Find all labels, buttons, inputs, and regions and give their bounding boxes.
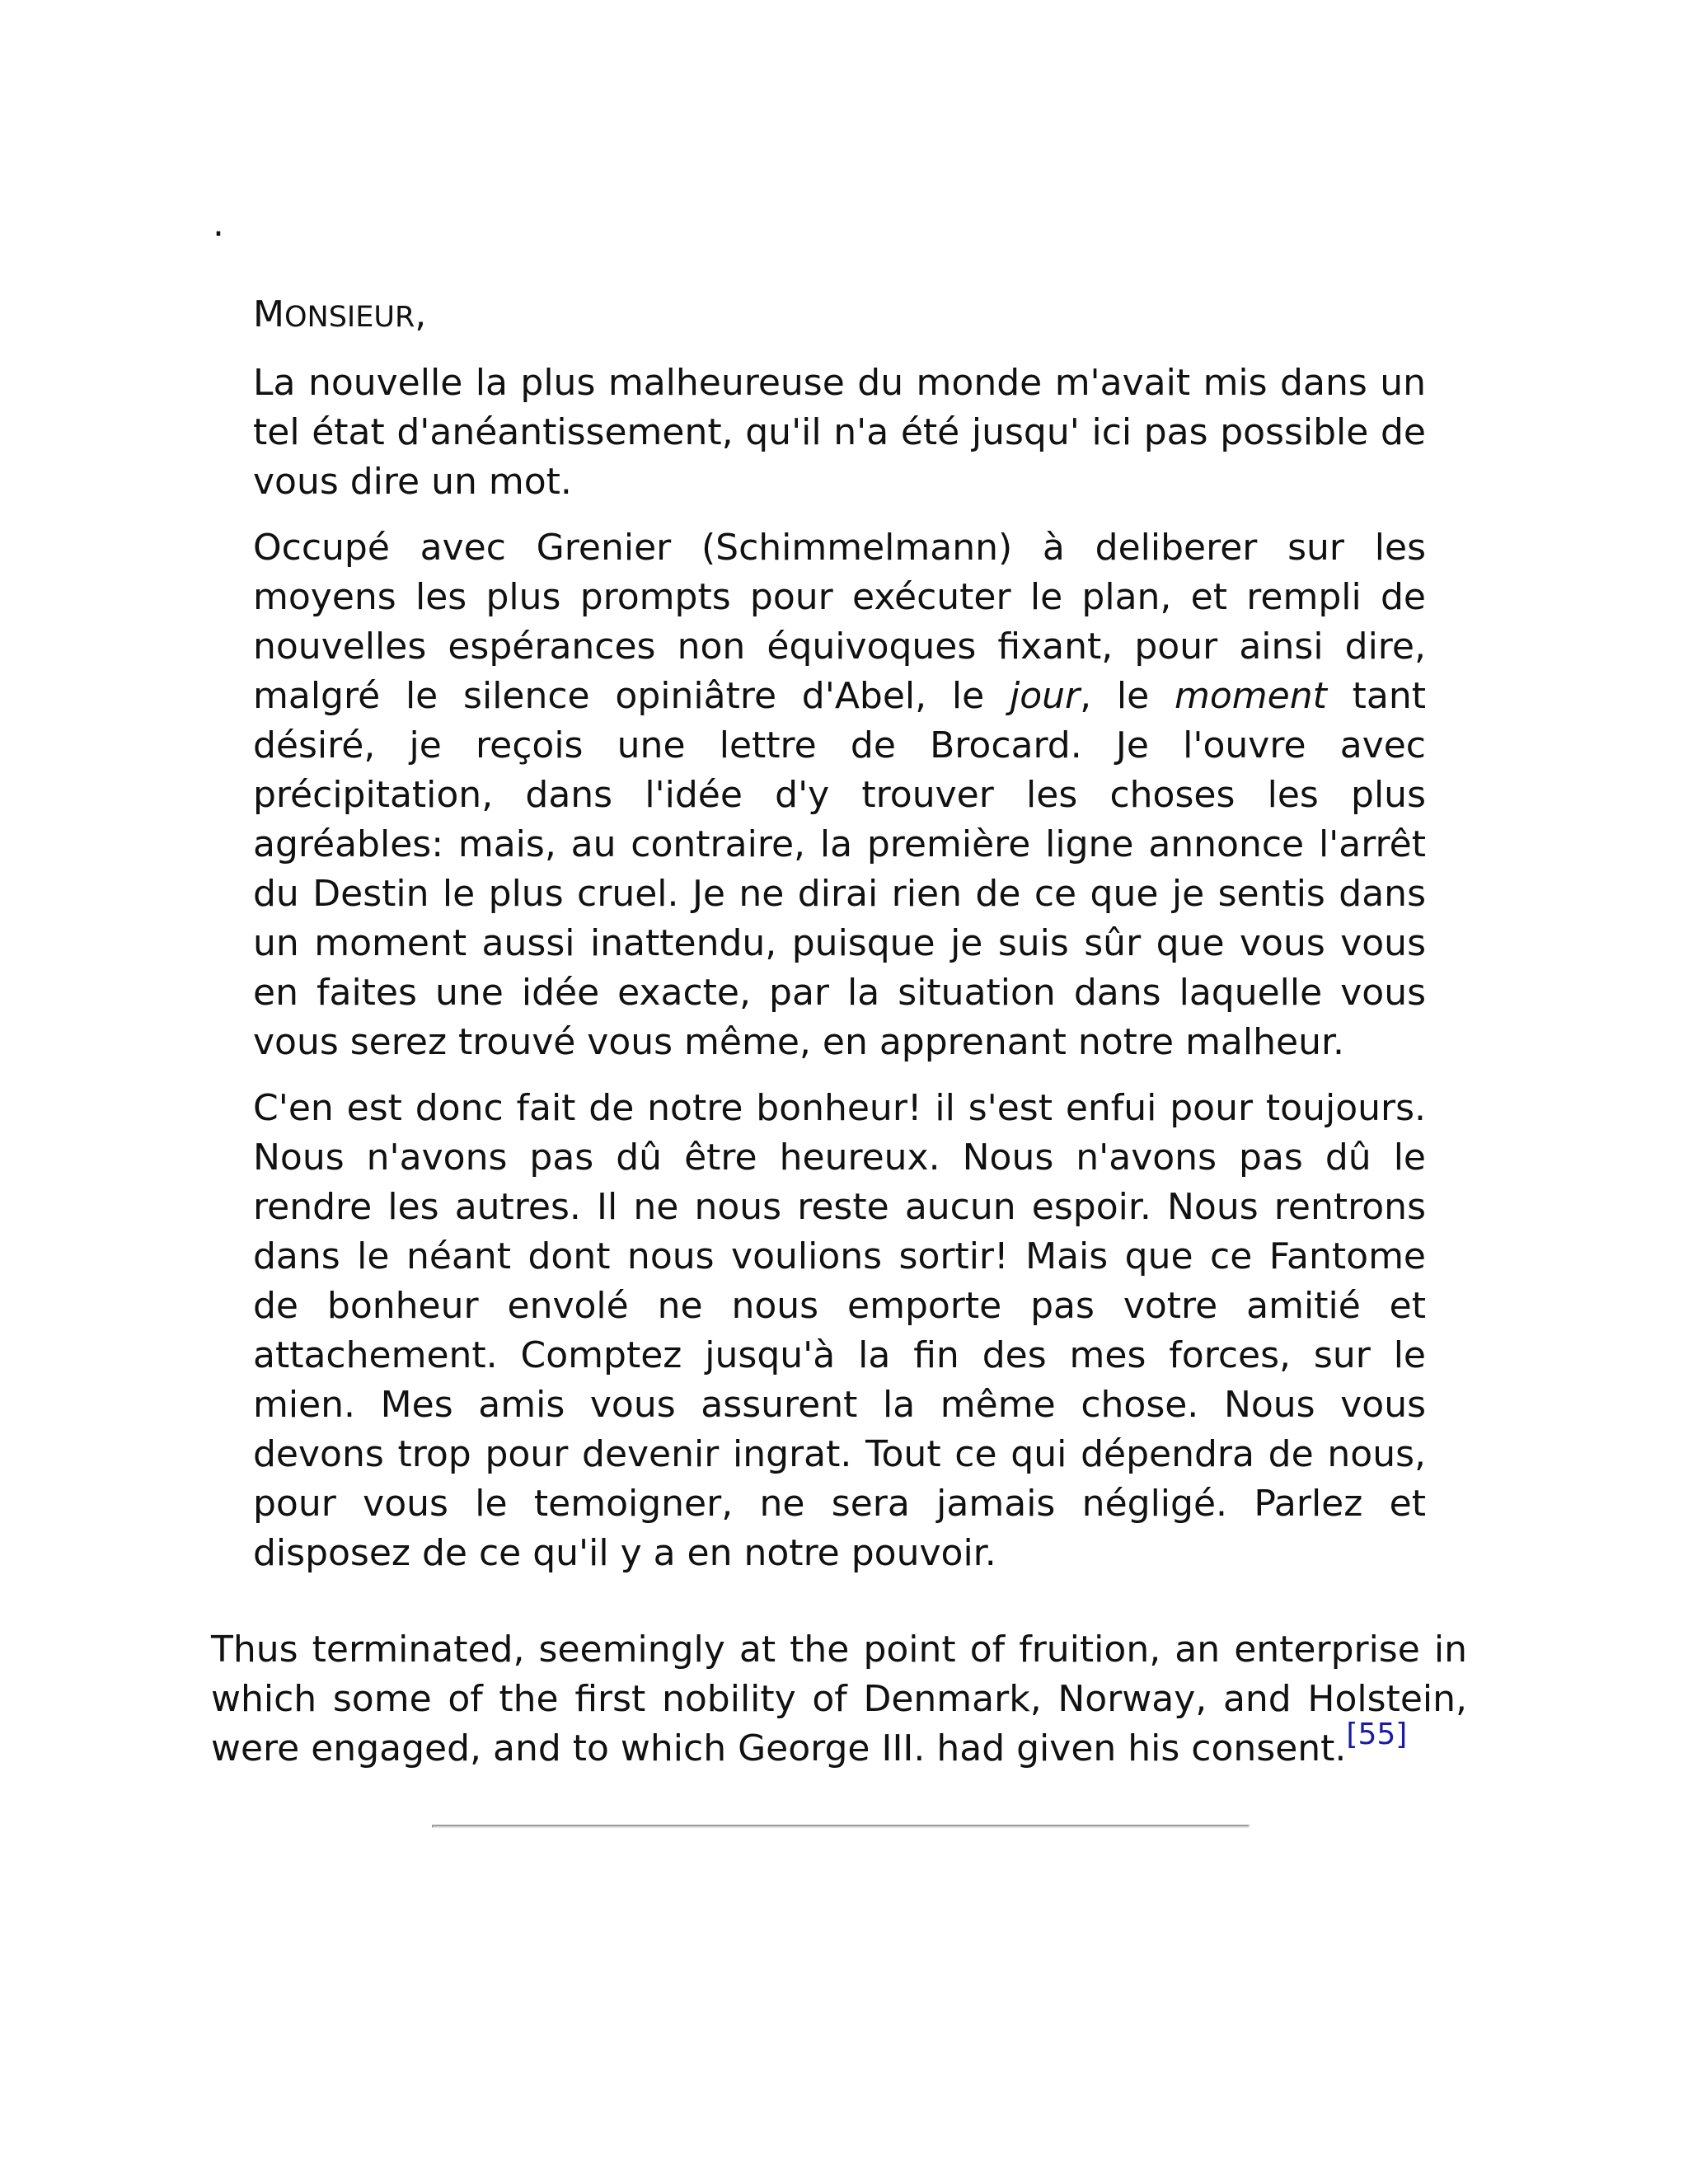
paragraph-text: tant désiré, je reçois une lettre de Brocard. Je l'ouvre avec précipitation, dans l'idée d'y trouver les choses les plus agréables: mais, au contraire, la première ligne annonce l'arrêt du Destin le plus cruel. Je ne dirai rien de ce que je sentis dans un moment aussi inattendu, puisque je suis sûr que vous vous en faites une idée exacte, par la situation dans laquelle vous vous serez trouvé vous même, en apprenant notre malheur.	[253, 675, 1426, 1063]
horizontal-rule	[432, 1825, 1250, 1828]
salutation-punctuation: ,	[415, 293, 427, 335]
letter-paragraph-3: C'en est donc fait de notre bonheur! il s'est enfui pour toujours. Nous n'avons pas dû être heureux. Nous n'avons pas dû le rendre les autres. Il ne nous reste aucun espoir. Nous rentrons dans le néant dont nous voulions sortir! Mais que ce Fantome de bonheur envolé ne nous emporte pas votre amitié et attachement. Comptez jusqu'à la fin des mes forces, sur le mien. Mes amis vous assurent la même chose. Nous vous devons trop pour devenir ingrat. Tout ce qui dépendra de nous, pour vous le temoigner, ne sera jamais négligé. Parlez et disposez de ce qu'il y a en notre pouvoir.	[253, 1087, 1426, 1574]
emphasis-jour: jour	[1010, 675, 1081, 717]
letter-salutation	[253, 290, 1426, 342]
quoted-letter	[253, 290, 1426, 1578]
letter-paragraph-2	[253, 523, 1426, 1067]
letter-paragraph-1: La nouvelle la plus malheureuse du monde m'avait mis dans un tel état d'anéantissement, qu'il n'a été jusqu' ici pas possible de vous dire un mot.	[253, 362, 1426, 503]
footnote-link[interactable]: [55]	[1346, 1718, 1408, 1752]
salutation-small-caps: ONSIEUR	[284, 301, 415, 334]
paragraph-text: Occupé avec Grenier (Schimmelmann) à deliberer sur les moyens les plus prompts pour exécuter le plan, et rempli de nouvelles espérances non équivoques fixant, pour ainsi dire, malgré le silence opiniâtre d'Abel, le	[253, 527, 1426, 717]
narrative-text: Thus terminated, seemingly at the point of fruition, an enterprise in which some of the first nobility of Denmark, Norway, and Holstein, were engaged, and to which George III. had given his consent.	[211, 1629, 1467, 1769]
salutation-initial: M	[253, 293, 284, 335]
leading-dot: .	[213, 203, 224, 245]
narrative-paragraph	[211, 1625, 1467, 1774]
paragraph-text: , le	[1080, 675, 1175, 717]
emphasis-moment: moment	[1175, 675, 1327, 717]
